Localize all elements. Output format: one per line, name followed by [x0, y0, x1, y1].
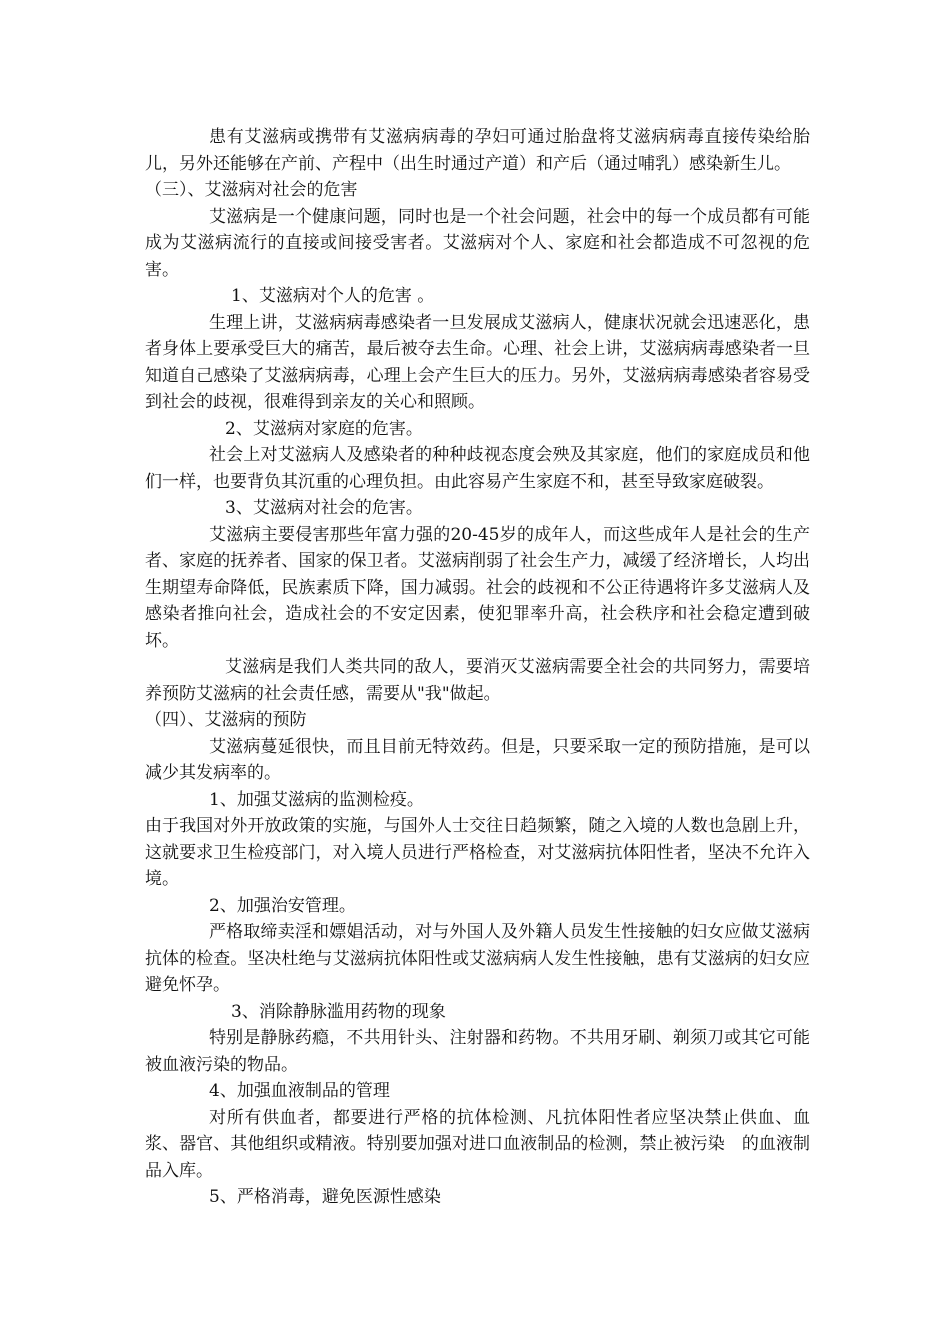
- subheading-public-security: 2、加强治安管理。: [209, 895, 356, 916]
- paragraph-individual-harm: 生理上讲，艾滋病病毒感染者一旦发展成艾滋病人，健康状况就会迅速恶化，患者身体上要承受巨大的痛苦，最后被夺去生命。心理、社会上讲，艾滋病病毒感染者一旦知道自己感染了艾滋病病毒，心理上会产生巨大的压力。另外，艾滋病病毒感染者容易受到社会的歧视，很难得到亲友的关心和照顾。: [145, 312, 810, 412]
- subheading-drug-abuse: 3、消除静脉滥用药物的现象: [231, 1001, 446, 1022]
- section-heading-social-harm: （三）、艾滋病对社会的危害: [145, 180, 358, 200]
- paragraph-society-harm: 艾滋病主要侵害那些年富力强的20-45岁的成年人，而这些成年人是社会的生产者、家庭的抚养者、国家的保卫者。艾滋病削弱了社会生产力，减缓了经济增长，人均出生期望寿命降低，民族素质下降，国力减弱。社会的歧视和不公正待遇将许多艾滋病人及感染者推向社会，造成社会的不安定因素，使犯罪率升高，社会秩序和社会稳定遭到破坏。: [145, 524, 810, 651]
- paragraph-blood-products: 对所有供血者，都要进行严格的抗体检测、凡抗体阳性者应坚决禁止供血、血浆、器官、其他组织或精液。特别要加强对进口血液制品的检测，禁止被污染 的血液制品入库。: [145, 1107, 810, 1181]
- subheading-individual-harm: 1、艾滋病对个人的危害 。: [231, 286, 435, 306]
- paragraph-prevention-intro: 艾滋病蔓延很快，而且目前无特效药。但是，只要采取一定的预防措施，是可以减少其发病率的。: [145, 736, 810, 783]
- paragraph-monitoring-quarantine: 由于我国对外开放政策的实施，与国外人士交往日趋频繁，随之入境的人数也急剧上升，这就要求卫生检疫部门，对入境人员进行严格检查，对艾滋病抗体阳性者，坚决不允许入境。: [145, 816, 810, 889]
- document-body: [145, 124, 810, 1211]
- paragraph-drug-abuse: 特别是静脉药瘾，不共用针头、注射器和药物。不共用牙刷、剃须刀或其它可能被血液污染的物品。: [145, 1028, 810, 1075]
- paragraph-mother-to-child-transmission: 患有艾滋病或携带有艾滋病病毒的孕妇可通过胎盘将艾滋病病毒直接传染给胎儿，另外还能够在产前、产程中（出生时通过产道）和产后（通过哺乳）感染新生儿。: [145, 127, 810, 174]
- paragraph-public-security: 严格取缔卖淫和嫖娼活动，对与外国人及外籍人员发生性接触的妇女应做艾滋病抗体的检查。坚决杜绝与艾滋病抗体阳性或艾滋病病人发生性接触，患有艾滋病的妇女应避免怀孕。: [145, 922, 810, 995]
- subheading-disinfection: 5、严格消毒，避免医源性感染: [209, 1187, 441, 1207]
- paragraph-family-harm: 社会上对艾滋病人及感染者的种种歧视态度会殃及其家庭，他们的家庭成员和他们一样，也要背负其沉重的心理负担。由此容易产生家庭不和，甚至导致家庭破裂。: [145, 445, 810, 492]
- section-heading-prevention: （四）、艾滋病的预防: [145, 710, 307, 730]
- subheading-monitoring-quarantine: 1、加强艾滋病的监测检疫。: [209, 789, 424, 810]
- subheading-family-harm: 2、艾滋病对家庭的危害。: [225, 418, 423, 439]
- subheading-blood-products: 4、加强血液制品的管理: [209, 1081, 390, 1101]
- subheading-society-harm: 3、艾滋病对社会的危害。: [225, 498, 423, 518]
- paragraph-social-problem: 艾滋病是一个健康问题，同时也是一个社会问题，社会中的每一个成员都有可能成为艾滋病流行的直接或间接受害者。艾滋病对个人、家庭和社会都造成不可忽视的危害。: [145, 206, 810, 280]
- paragraph-common-enemy: 艾滋病是我们人类共同的敌人，要消灭艾滋病需要全社会的共同努力，需要培养预防艾滋病的社会责任感，需要从"我"做起。: [145, 657, 810, 704]
